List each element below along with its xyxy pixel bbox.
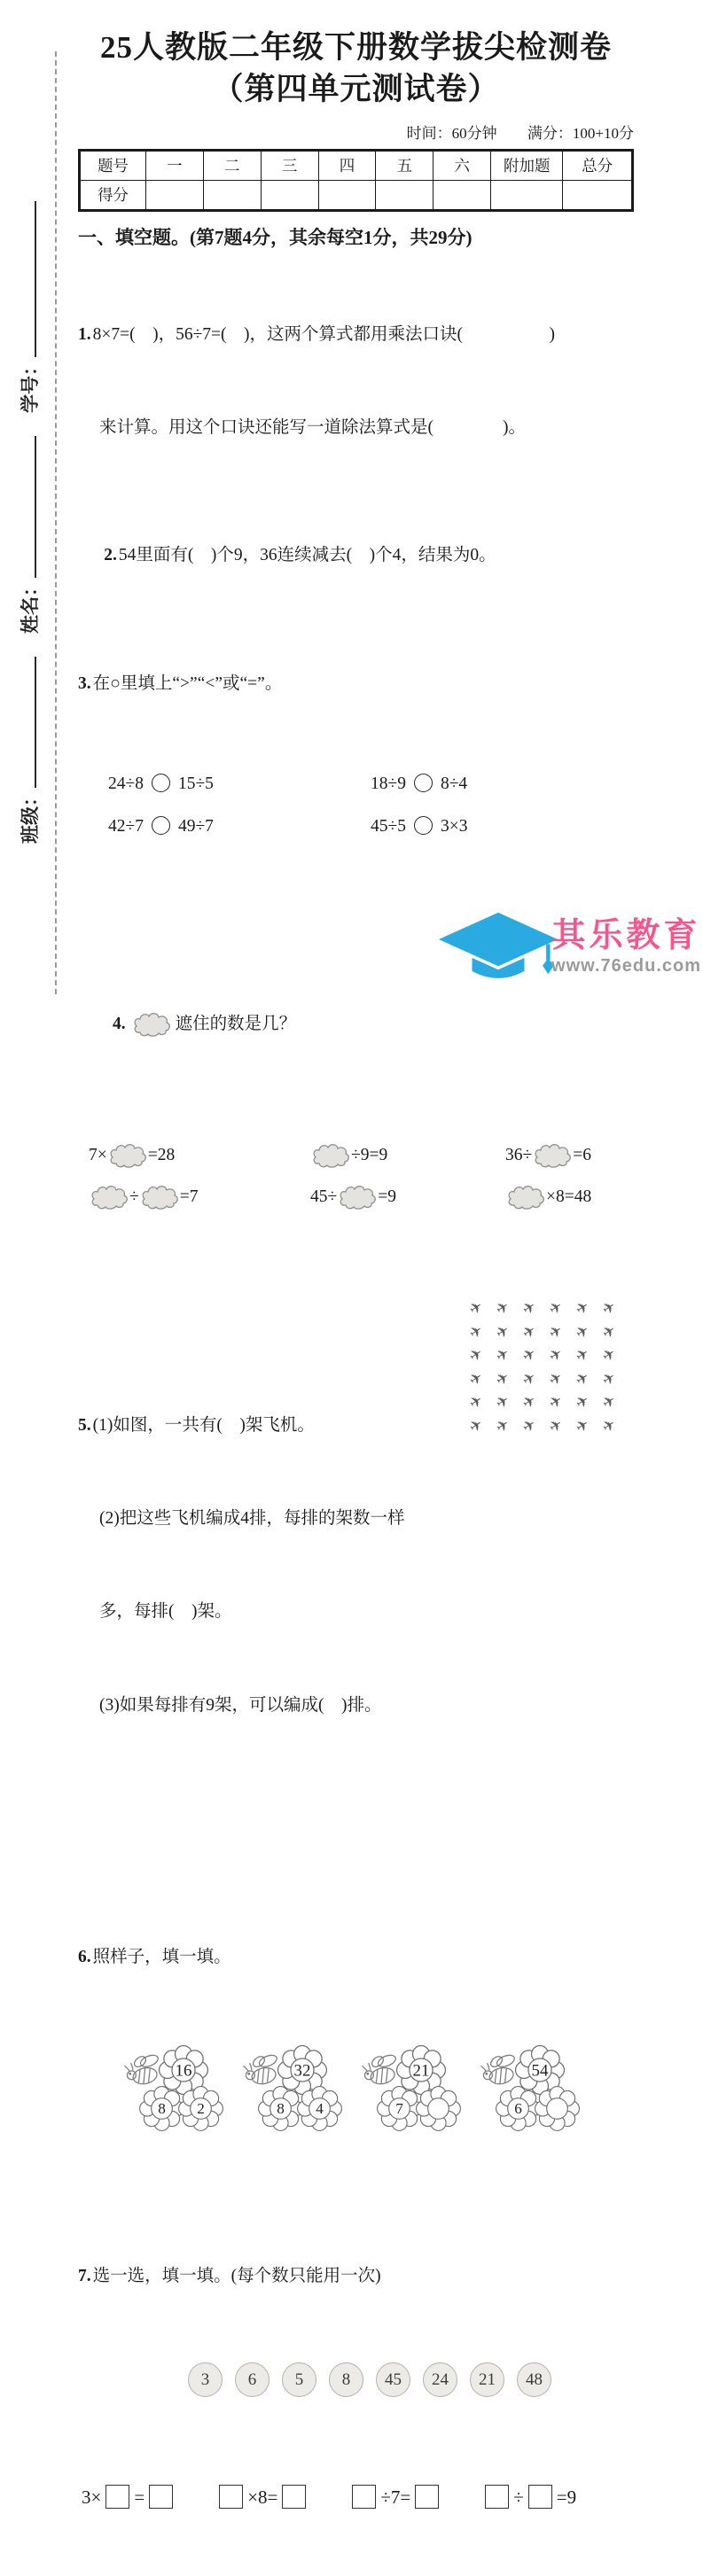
- class-label: 班级：: [20, 788, 41, 844]
- airplane-icon: ✈: [519, 1415, 540, 1437]
- question-6: [78, 1879, 634, 2195]
- number-chip: 6: [235, 2362, 269, 2397]
- flower-number: 16: [175, 2060, 192, 2080]
- bee-icon: [241, 2053, 284, 2089]
- flower-number: 2: [197, 2099, 205, 2117]
- eq-text: 3×: [82, 2486, 102, 2508]
- airplane-icon: ✈: [598, 1368, 620, 1390]
- flower-number: 8: [277, 2099, 285, 2117]
- student-id-blank-line: [18, 201, 36, 357]
- score-cell: [203, 180, 261, 210]
- number-chip: 8: [329, 2362, 363, 2397]
- airplane-icon: ✈: [465, 1297, 487, 1320]
- question-5-line3: 多，每排( )架。: [99, 1602, 232, 1622]
- logo-text-block: [551, 918, 701, 977]
- comparison-right: 49÷7: [177, 817, 214, 837]
- number-chip: 3: [188, 2362, 223, 2397]
- airplane-icon: ✈: [465, 1321, 487, 1343]
- airplane-icon: ✈: [465, 1415, 487, 1437]
- question-1-number: 1.: [78, 324, 91, 344]
- flower-number: 6: [514, 2099, 522, 2117]
- airplane-icon: ✈: [545, 1368, 566, 1390]
- question-5-line4: (3)如果每排有9架，可以编成( )排。: [99, 1695, 382, 1715]
- cloud-blank: [107, 1141, 148, 1168]
- answer-box: [528, 2485, 552, 2509]
- question-7-number-chips: [188, 2362, 634, 2397]
- airplane-icon: ✈: [572, 1368, 593, 1390]
- comparison-left: 45÷5: [371, 817, 406, 837]
- cloud-blank: [310, 1141, 351, 1168]
- question-3-number: 3.: [78, 673, 91, 693]
- question-6-bee-groups: [122, 2046, 634, 2131]
- class-blank-line: [18, 657, 36, 788]
- flower-number: 32: [293, 2060, 311, 2080]
- airplane-row: [465, 1312, 636, 1343]
- score-row-label: 得分: [80, 180, 146, 210]
- flower-factor-blank: [417, 2087, 460, 2130]
- paper-title-line1: 25人教版二年级下册数学拔尖检测卷: [99, 30, 612, 65]
- graduation-cap-icon: [431, 907, 566, 987]
- question-5-line2: (2)把这些飞机编成4排，每排的架数一样: [99, 1509, 405, 1529]
- airplane-icon: ✈: [598, 1344, 620, 1367]
- airplane-icon: ✈: [598, 1391, 620, 1414]
- number-chip: 24: [423, 2362, 457, 2397]
- student-info-fields: [12, 82, 43, 844]
- question-1: [78, 257, 634, 506]
- question-2: [78, 509, 634, 602]
- exam-meta: [78, 121, 634, 143]
- answer-box: [149, 2485, 173, 2509]
- answer-circle: [152, 774, 170, 792]
- airplane-icon: ✈: [545, 1321, 566, 1343]
- eq-text: =9: [378, 1187, 396, 1207]
- flower-number: 8: [158, 2099, 166, 2117]
- airplane-icon: ✈: [572, 1321, 593, 1343]
- answer-box: [415, 2485, 439, 2509]
- flower-factor: [378, 2087, 421, 2130]
- bee-flower-group: [122, 2046, 223, 2131]
- header-bonus: 附加题: [491, 150, 563, 180]
- box-equation: [480, 2481, 576, 2515]
- cloud-equation: [310, 1181, 505, 1212]
- answer-circle: [414, 774, 433, 792]
- flower-number: 21: [412, 2060, 430, 2080]
- section-1-note: (第7题4分，其余每空1分，共29分): [190, 226, 473, 248]
- cloud-equation: [89, 1140, 300, 1171]
- airplane-icon: ✈: [545, 1391, 566, 1414]
- header-total: 总分: [563, 150, 633, 180]
- comparison-item: [108, 811, 371, 842]
- flower-number: 54: [531, 2060, 549, 2080]
- question-7: [78, 2199, 634, 2576]
- box-equation: [348, 2481, 443, 2515]
- eq-text: =6: [573, 1146, 591, 1165]
- name-label: 姓名：: [20, 578, 41, 634]
- score-table: [78, 149, 634, 212]
- cloud-blank: [505, 1183, 546, 1210]
- score-table-header-row: [80, 150, 633, 180]
- student-id-field: [16, 201, 43, 413]
- fold-dashed-line: [55, 51, 57, 994]
- cloud-blank: [139, 1183, 180, 1210]
- comparison-item: [371, 768, 634, 799]
- airplane-icon: ✈: [598, 1297, 620, 1320]
- eq-text: ÷7=: [380, 2486, 411, 2508]
- airplane-icon: ✈: [492, 1391, 513, 1414]
- flower-factor: [259, 2087, 302, 2130]
- question-3: [78, 606, 634, 912]
- eq-text: ÷: [129, 1187, 139, 1207]
- question-6-number: 6.: [78, 1948, 91, 1967]
- eq-text: =7: [179, 1187, 199, 1207]
- airplane-icon: ✈: [519, 1368, 540, 1390]
- flower-factor: [496, 2087, 540, 2130]
- cloud-icon: [131, 1010, 172, 1037]
- airplane-icon: ✈: [519, 1391, 540, 1414]
- score-cell: [145, 180, 203, 210]
- question-5: [78, 1285, 634, 1876]
- airplane-icon: ✈: [492, 1321, 513, 1343]
- section-1-heading: [78, 223, 634, 250]
- eq-text: 36÷: [505, 1146, 533, 1165]
- airplane-icon: ✈: [492, 1344, 513, 1367]
- name-blank-line: [18, 436, 36, 578]
- class-field: [16, 657, 43, 844]
- eq-text: ×8=: [247, 2486, 278, 2508]
- question-7-equations: [82, 2481, 634, 2515]
- question-1-text-line1: 8×7=( )，56÷7=( )，这两个算式都用乘法口诀( ): [92, 324, 556, 344]
- paper-title-line2: （第四单元测试卷）: [212, 72, 500, 107]
- question-2-text: 54里面有( )个9，36连续减去( )个4，结果为0。: [118, 546, 496, 565]
- question-6-heading: 照样子，填一填。: [92, 1948, 231, 1967]
- comparison-right: 15÷5: [177, 774, 214, 793]
- question-5-line1: (1)如图，一共有( )架飞机。: [92, 1415, 315, 1435]
- eq-text: 45÷: [310, 1187, 338, 1207]
- logo-brand-text: 其乐教育: [551, 916, 701, 954]
- flower-factor: [298, 2087, 341, 2130]
- score-cell: [563, 180, 633, 210]
- comparison-left: 18÷9: [371, 774, 406, 793]
- question-4-number: 4.: [113, 1014, 126, 1033]
- airplane-icon: ✈: [492, 1297, 513, 1320]
- airplane-icon: ✈: [545, 1415, 566, 1437]
- airplane-icon: ✈: [545, 1344, 566, 1367]
- eq-text: =9: [556, 2486, 577, 2508]
- eq-text: ×8=48: [546, 1187, 592, 1207]
- student-id-label: 学号：: [20, 357, 41, 413]
- airplane-icon: ✈: [572, 1415, 593, 1437]
- cloud-equation: [89, 1181, 300, 1212]
- comparison-left: 24÷8: [108, 774, 144, 793]
- flower-factor: [179, 2087, 223, 2130]
- header-section-2: 二: [203, 150, 261, 180]
- comparison-left: 42÷7: [108, 817, 144, 837]
- flower-factor: [140, 2087, 184, 2130]
- question-5-number: 5.: [78, 1415, 91, 1435]
- comparison-right: 3×3: [440, 817, 468, 837]
- cloud-blank: [532, 1141, 573, 1168]
- question-4-heading: 遮住的数是几？: [175, 1014, 297, 1033]
- airplane-grid: [465, 1288, 636, 1437]
- airplane-icon: ✈: [519, 1297, 540, 1320]
- time-limit: 时间：60分钟: [406, 124, 497, 142]
- airplane-icon: ✈: [465, 1368, 487, 1390]
- airplane-icon: ✈: [598, 1321, 620, 1343]
- airplane-row: [465, 1288, 636, 1320]
- box-equation: [215, 2481, 310, 2515]
- airplane-icon: ✈: [465, 1391, 487, 1414]
- question-5-text: [78, 1348, 473, 1783]
- cloud-equation: [310, 1140, 505, 1171]
- airplane-icon: ✈: [492, 1415, 513, 1437]
- name-field: [16, 436, 43, 634]
- airplane-row: [465, 1335, 636, 1367]
- bee-flower-group: [241, 2046, 342, 2131]
- header-section-4: 四: [318, 150, 376, 180]
- box-equation: [82, 2481, 177, 2515]
- comparison-item: [108, 768, 371, 799]
- eq-text: ÷9=9: [351, 1146, 388, 1165]
- airplane-icon: ✈: [598, 1415, 620, 1437]
- question-7-number: 7.: [78, 2267, 91, 2286]
- airplane-icon: ✈: [545, 1297, 566, 1320]
- airplane-icon: ✈: [572, 1391, 593, 1414]
- bee-icon: [479, 2053, 521, 2089]
- paper-content: [78, 0, 634, 2576]
- bee-flower-group: [360, 2046, 461, 2131]
- header-section-5: 五: [376, 150, 434, 180]
- score-cell: [434, 180, 491, 210]
- score-cell: [491, 180, 563, 210]
- airplane-icon: ✈: [572, 1344, 593, 1367]
- score-cell: [376, 180, 434, 210]
- comparison-right: 8÷4: [440, 774, 468, 793]
- flower-number: 7: [395, 2099, 403, 2117]
- section-1-title: 一、填空题。: [78, 227, 190, 248]
- number-chip: 45: [376, 2362, 410, 2397]
- airplane-row: [465, 1406, 636, 1437]
- cloud-equation: [505, 1181, 634, 1212]
- airplane-icon: ✈: [572, 1297, 593, 1320]
- airplane-icon: ✈: [492, 1368, 513, 1390]
- eq-text: =28: [147, 1146, 176, 1165]
- header-section-6: 六: [434, 150, 491, 180]
- question-1-text-line2: 来计算。用这个口诀还能写一道除法算式是( )。: [99, 417, 526, 437]
- eq-text: 7×: [89, 1146, 107, 1165]
- airplane-row: [465, 1382, 636, 1414]
- answer-box: [282, 2485, 306, 2509]
- answer-box: [105, 2485, 129, 2509]
- question-4-equations: [89, 1140, 634, 1212]
- score-cell: [261, 180, 318, 210]
- full-score: 满分：100+10分: [527, 124, 634, 142]
- answer-box: [485, 2485, 509, 2509]
- question-3-comparisons: [108, 768, 634, 842]
- cloud-blank: [337, 1183, 378, 1210]
- publisher-logo: [431, 907, 701, 987]
- answer-circle: [152, 816, 170, 835]
- comparison-item: [371, 811, 634, 842]
- bee-icon: [122, 2053, 165, 2089]
- score-table-score-row: [80, 180, 633, 210]
- flower-number: 4: [316, 2099, 324, 2117]
- answer-box: [219, 2485, 243, 2509]
- answer-circle: [414, 816, 433, 835]
- header-section-3: 三: [261, 150, 318, 180]
- bee-flower-group: [479, 2046, 580, 2131]
- cloud-equation: [505, 1140, 634, 1171]
- question-2-number: 2.: [104, 546, 117, 565]
- question-3-heading: 在○里填上“>”“<”或“=”。: [92, 673, 283, 693]
- number-chip: 5: [282, 2362, 316, 2397]
- header-question-no: 题号: [80, 150, 146, 180]
- flower-factor-blank: [535, 2087, 579, 2130]
- airplane-icon: ✈: [465, 1344, 487, 1367]
- airplane-icon: ✈: [519, 1344, 540, 1367]
- airplane-icon: ✈: [519, 1321, 540, 1343]
- cloud-blank: [89, 1183, 129, 1210]
- eq-text: ÷: [513, 2486, 524, 2508]
- header-section-1: 一: [145, 150, 203, 180]
- question-7-heading: 选一选，填一填。(每个数只能用一次): [92, 2267, 381, 2286]
- answer-box: [352, 2485, 376, 2509]
- airplane-row: [465, 1359, 636, 1390]
- number-chip: 21: [470, 2362, 504, 2397]
- score-cell: [318, 180, 376, 210]
- number-chip: 48: [517, 2362, 551, 2397]
- logo-url-text: www.76edu.com: [551, 956, 701, 977]
- eq-text: =: [134, 2486, 145, 2508]
- bee-icon: [360, 2053, 402, 2089]
